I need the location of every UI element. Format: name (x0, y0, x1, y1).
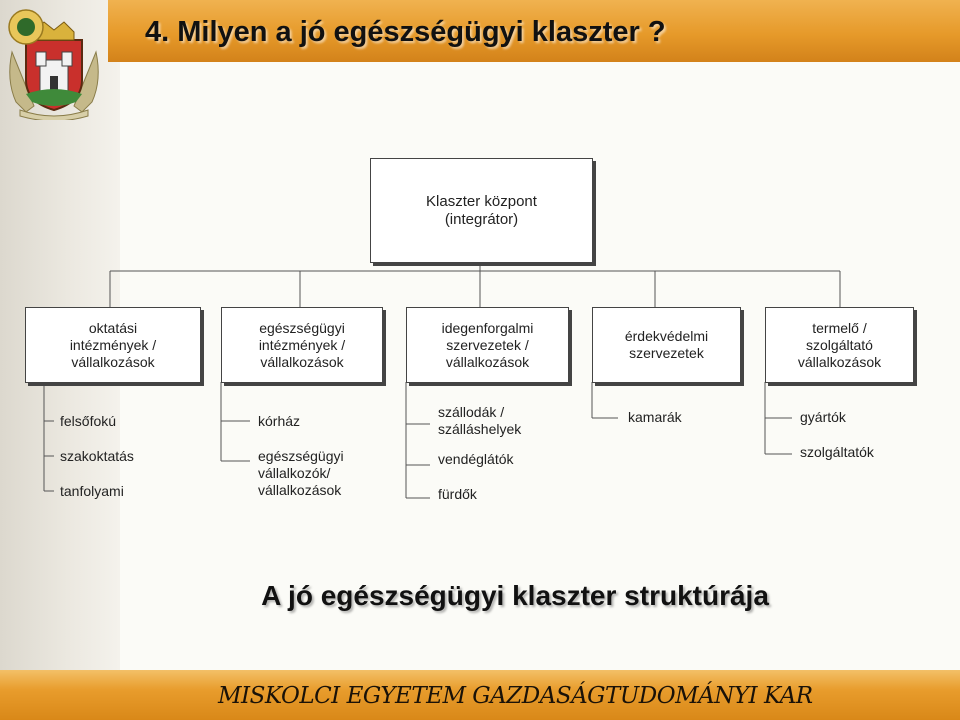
category-box-egeszsegugyi (221, 307, 383, 383)
leaf-item: fürdők (438, 486, 477, 502)
leaf-item: szakoktatás (60, 448, 134, 464)
leaf-item: egészségügyi vállalkozók/ vállalkozások (258, 448, 344, 498)
category-label: oktatási intézmények / vállalkozások (69, 319, 157, 370)
category-box-idegenforgalmi (406, 307, 569, 383)
category-box-termelo (765, 307, 914, 383)
leaf-item: szolgáltatók (800, 444, 874, 460)
footer-text: MISKOLCI EGYETEM GAZDASÁGTUDOMÁNYI KAR (218, 683, 813, 709)
category-label: egészségügyi intézmények / vállalkozások (258, 319, 346, 370)
leaf-item: szállodák / szálláshelyek (438, 404, 522, 437)
category-label: idegenforgalmi szervezetek / vállalkozások (441, 319, 534, 370)
category-box-oktatasi (25, 307, 201, 383)
category-label: termelő / szolgáltató vállalkozások (797, 319, 882, 370)
page-title: 4. Milyen a jó egészségügyi klaszter ? (145, 16, 666, 48)
category-label: érdekvédelmi szervezetek (624, 328, 709, 361)
root-line1: Klaszter központ (426, 192, 537, 210)
category-box-erdekvedelmi (592, 307, 741, 383)
leaf-item: gyártók (800, 409, 846, 425)
leaf-item: felsőfokú (60, 413, 117, 429)
root-box (370, 158, 593, 263)
leaf-item: tanfolyami (60, 483, 124, 499)
diagram-subtitle: A jó egészségügyi klaszter struktúrája (261, 580, 769, 611)
leaf-item: vendéglátók (438, 451, 514, 467)
leaf-item: kamarák (628, 409, 682, 425)
root-line2: (integrátor) (444, 210, 519, 228)
leaf-item: kórház (258, 413, 301, 429)
